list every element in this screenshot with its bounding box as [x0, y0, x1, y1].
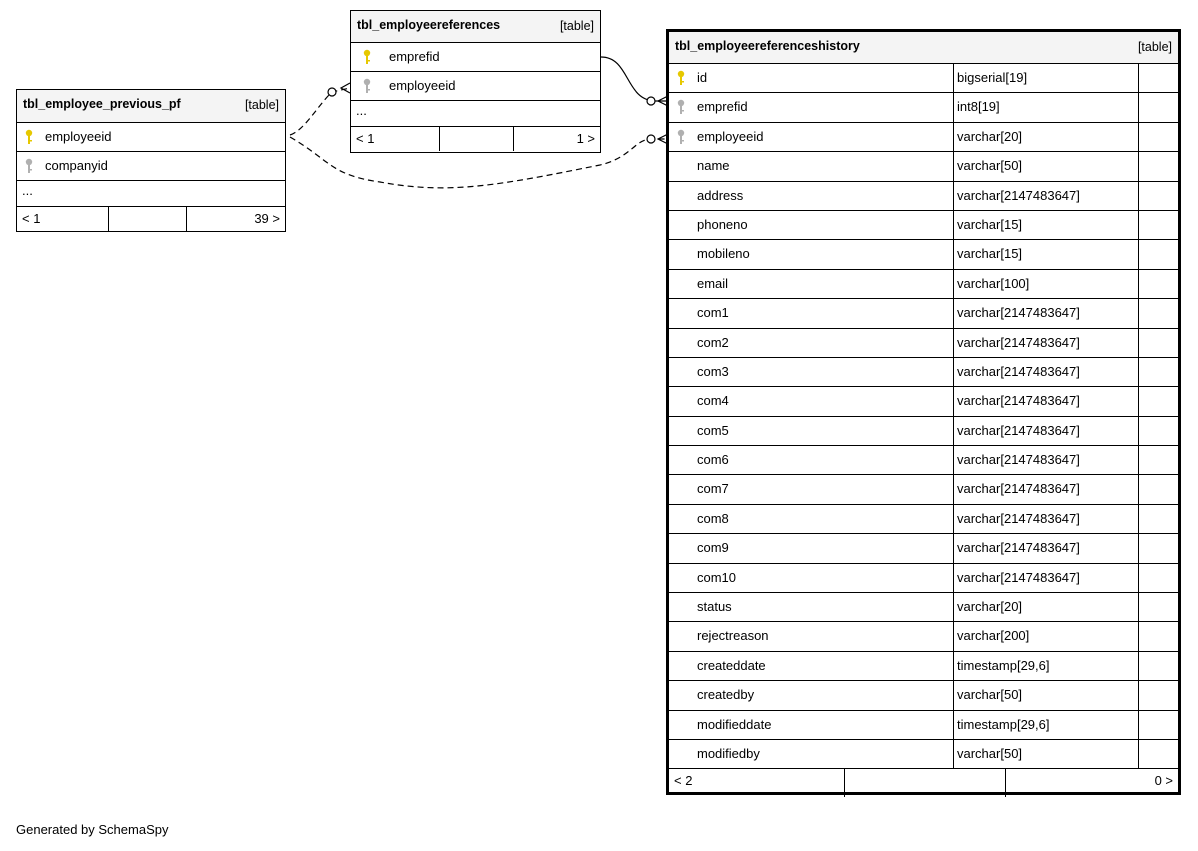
column-name: com10 — [697, 569, 737, 585]
column-row[interactable] — [669, 417, 1178, 446]
column-row[interactable] — [669, 652, 1178, 681]
ellipsis: ... — [22, 183, 33, 198]
type-separator — [953, 446, 954, 474]
column-row[interactable] — [669, 446, 1178, 475]
column-datatype: varchar[20] — [957, 128, 1023, 144]
column-row[interactable] — [669, 152, 1178, 181]
type-separator — [953, 652, 954, 680]
row-cells — [669, 64, 1139, 92]
column-name: com5 — [697, 422, 729, 438]
column-name: com1 — [697, 305, 729, 321]
column-row[interactable] — [17, 123, 285, 152]
type-separator — [953, 329, 954, 357]
table-footer — [669, 769, 1178, 797]
relation-employeeid-references — [290, 88, 350, 135]
primary-key-icon — [363, 49, 371, 65]
type-separator — [953, 534, 954, 562]
generated-by-label: Generated by SchemaSpy — [16, 822, 169, 837]
column-name: employeeid — [697, 128, 764, 144]
column-name: address — [697, 187, 744, 203]
children-count-link[interactable]: 39 > — [254, 211, 280, 226]
column-row[interactable] — [669, 299, 1178, 328]
column-name: com4 — [697, 393, 729, 409]
column-name: createdby — [697, 687, 755, 703]
relation-employeeid-history-optional-marker — [647, 135, 655, 143]
foreign-key-icon — [677, 99, 685, 115]
column-name: phoneno — [697, 216, 748, 232]
primary-key-icon — [25, 129, 33, 145]
column-name: com3 — [697, 363, 729, 379]
column-row[interactable] — [669, 211, 1178, 240]
column-datatype: varchar[50] — [957, 687, 1023, 703]
column-name: companyid — [45, 158, 108, 173]
column-datatype: varchar[15] — [957, 246, 1023, 262]
parents-count-link[interactable]: < 2 — [674, 773, 693, 789]
relation-emprefid-optional-marker — [647, 97, 655, 105]
column-name: com8 — [697, 510, 729, 526]
type-separator — [953, 93, 954, 121]
column-row[interactable] — [669, 240, 1178, 269]
table-name: tbl_employee_previous_pf — [23, 97, 181, 111]
column-datatype: varchar[200] — [957, 628, 1030, 644]
column-name: com9 — [697, 540, 729, 556]
column-row[interactable] — [669, 475, 1178, 504]
column-row[interactable] — [669, 564, 1178, 593]
column-datatype: timestamp[29,6] — [957, 716, 1050, 732]
more-columns — [17, 181, 285, 207]
column-datatype: varchar[2147483647] — [957, 422, 1080, 438]
ellipsis: ... — [356, 103, 367, 118]
column-datatype: varchar[2147483647] — [957, 540, 1080, 556]
column-row[interactable] — [669, 711, 1178, 740]
column-row[interactable] — [669, 329, 1178, 358]
table-name: tbl_employeereferenceshistory — [675, 39, 860, 53]
type-separator — [953, 593, 954, 621]
table-footer — [351, 127, 600, 151]
type-separator — [953, 240, 954, 268]
column-datatype: varchar[2147483647] — [957, 510, 1080, 526]
type-separator — [953, 182, 954, 210]
column-row[interactable] — [669, 622, 1178, 651]
column-row[interactable] — [669, 358, 1178, 387]
type-separator — [953, 711, 954, 739]
column-name: employeeid — [389, 78, 456, 93]
foreign-key-icon — [363, 78, 371, 94]
children-count-link[interactable]: 1 > — [576, 131, 595, 146]
column-datatype: varchar[2147483647] — [957, 452, 1080, 468]
column-row[interactable] — [669, 64, 1178, 93]
table-type: [table] — [244, 98, 279, 112]
column-row[interactable] — [669, 387, 1178, 416]
column-name: com7 — [697, 481, 729, 497]
type-separator — [953, 622, 954, 650]
type-separator — [953, 681, 954, 709]
type-separator — [953, 270, 954, 298]
column-datatype: bigserial[19] — [957, 70, 1028, 85]
column-row[interactable] — [669, 270, 1178, 299]
row-cells — [669, 152, 1139, 180]
column-row[interactable] — [669, 740, 1178, 769]
column-datatype: timestamp[29,6] — [957, 657, 1050, 673]
column-name: emprefid — [697, 99, 748, 115]
column-row[interactable] — [669, 534, 1178, 563]
table-header — [669, 32, 1178, 64]
column-datatype: int8[19] — [957, 99, 1000, 115]
column-name: name — [697, 158, 730, 174]
more-columns — [351, 101, 600, 127]
type-separator — [953, 123, 954, 151]
row-cells — [669, 270, 1139, 298]
children-count-link[interactable]: 0 > — [1154, 773, 1173, 789]
column-list — [669, 64, 1178, 769]
relation-emprefid — [601, 57, 668, 101]
relation-employeeid-references-crowfoot — [341, 83, 350, 93]
column-name: modifieddate — [697, 716, 772, 732]
type-separator — [953, 211, 954, 239]
row-cells — [669, 593, 1139, 621]
type-separator — [953, 417, 954, 445]
type-separator — [953, 475, 954, 503]
table-type: [table] — [1137, 40, 1172, 54]
column-name: status — [697, 599, 732, 615]
column-row[interactable] — [669, 505, 1178, 534]
column-name: mobileno — [697, 246, 750, 262]
parents-count-link[interactable]: < 1 — [22, 211, 41, 226]
foreign-key-icon — [25, 158, 33, 174]
column-datatype: varchar[2147483647] — [957, 334, 1080, 350]
table-type: [table] — [559, 19, 594, 33]
column-datatype: varchar[50] — [957, 745, 1023, 761]
column-name: id — [697, 70, 708, 85]
column-name: createddate — [697, 657, 766, 673]
column-datatype: varchar[2147483647] — [957, 363, 1080, 379]
column-datatype: varchar[20] — [957, 599, 1023, 615]
column-row[interactable] — [669, 93, 1178, 122]
column-row[interactable] — [351, 72, 600, 101]
type-separator — [953, 358, 954, 386]
column-row[interactable] — [669, 123, 1178, 152]
column-datatype: varchar[2147483647] — [957, 187, 1080, 203]
column-row[interactable] — [669, 182, 1178, 211]
table-header — [17, 90, 285, 123]
column-row[interactable] — [669, 593, 1178, 622]
type-separator — [953, 152, 954, 180]
column-datatype: varchar[2147483647] — [957, 569, 1080, 585]
column-row[interactable] — [351, 43, 600, 72]
relation-employeeid-references-optional-marker — [328, 88, 336, 96]
column-datatype: varchar[15] — [957, 216, 1023, 232]
column-datatype: varchar[2147483647] — [957, 481, 1080, 497]
type-separator — [953, 564, 954, 592]
table-footer — [17, 207, 285, 231]
table-header — [351, 11, 600, 43]
type-separator — [953, 387, 954, 415]
foreign-key-icon — [677, 129, 685, 145]
column-name: email — [697, 275, 729, 291]
column-name: rejectreason — [697, 628, 769, 644]
column-name: com6 — [697, 452, 729, 468]
primary-key-icon — [677, 70, 685, 86]
column-name: com2 — [697, 334, 729, 350]
column-datatype: varchar[2147483647] — [957, 393, 1080, 409]
column-datatype: varchar[100] — [957, 275, 1030, 291]
type-separator — [953, 740, 954, 768]
column-row[interactable] — [669, 681, 1178, 710]
type-separator — [953, 299, 954, 327]
table-employeereferenceshistory[interactable] — [666, 29, 1181, 795]
column-datatype: varchar[2147483647] — [957, 305, 1080, 321]
column-name: employeeid — [45, 129, 112, 144]
column-datatype: varchar[50] — [957, 158, 1023, 174]
column-name: modifiedby — [697, 745, 760, 761]
type-separator — [953, 505, 954, 533]
column-name: emprefid — [389, 49, 440, 64]
type-separator — [953, 64, 954, 92]
table-employee-previous-pf[interactable] — [16, 89, 286, 232]
table-employeereferences[interactable] — [350, 10, 601, 153]
table-name: tbl_employeereferences — [357, 18, 501, 32]
column-row[interactable] — [17, 152, 285, 181]
parents-count-link[interactable]: < 1 — [356, 131, 375, 146]
